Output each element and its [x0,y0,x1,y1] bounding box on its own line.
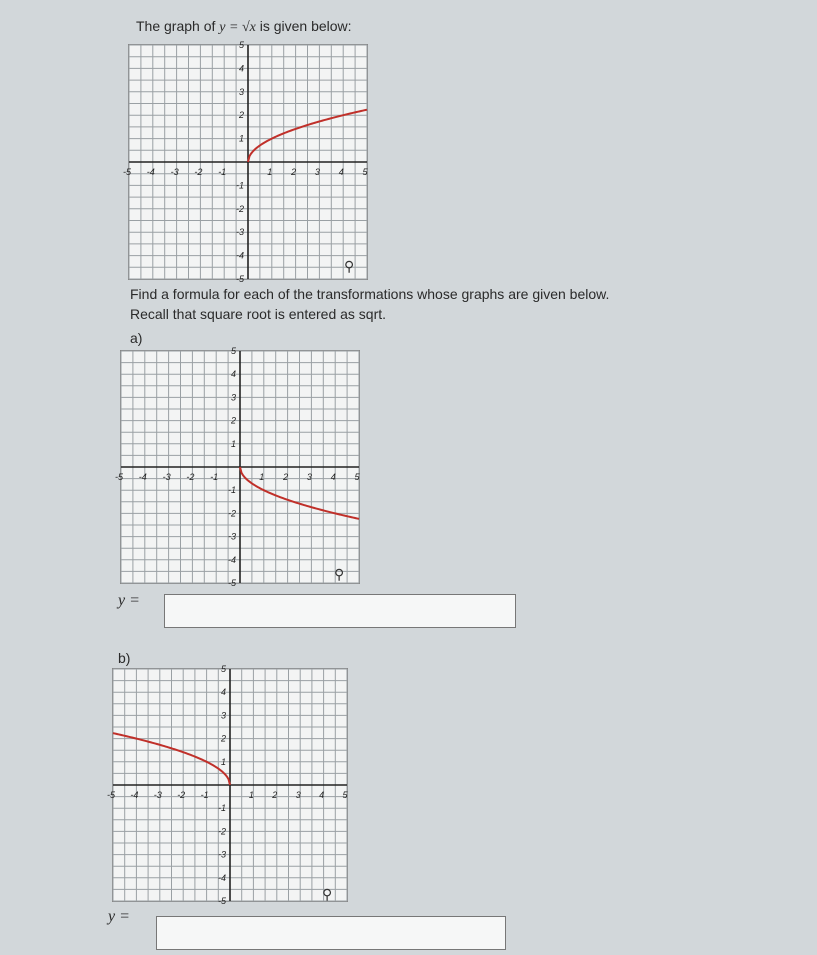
part-b-answer-input[interactable] [156,916,506,950]
x-tick-label: -1 [218,167,227,177]
part-b-answer-label: y = [108,908,130,925]
x-tick-label: 5 [362,167,368,177]
x-tick-label: 5 [354,472,360,482]
part-a-answer-label: y = [118,592,140,609]
y-tick-label: -2 [227,508,236,519]
y-tick-label: 4 [230,369,236,380]
y-tick-label: -4 [217,872,226,883]
y-tick-label: -1 [217,803,226,814]
y-tick-label: -2 [217,826,226,837]
graph-base [122,40,368,284]
x-tick-label: -1 [200,790,209,800]
graph-b [106,664,348,906]
y-tick-label: 4 [238,63,244,74]
x-tick-label: -5 [114,472,124,482]
y-tick-label: -5 [217,896,226,906]
y-tick-label: -4 [227,554,236,565]
x-tick-label: -2 [177,790,186,800]
y-tick-label: -2 [235,203,244,214]
x-tick-label: -4 [146,167,155,177]
x-tick-label: 1 [248,790,254,800]
part-a-label: a) [130,330,143,346]
intro-formula: y = √x [219,20,256,35]
y-tick-label: 2 [238,110,244,121]
y-tick-label: -1 [227,485,236,496]
y-tick-label: 1 [230,438,236,449]
x-tick-label: -3 [162,472,171,482]
magnifier-icon[interactable]: ⚲ [334,566,345,582]
x-tick-label: -4 [138,472,147,482]
y-tick-label: 3 [220,710,226,721]
y-tick-label: 5 [230,346,236,356]
x-tick-label: 3 [306,472,312,482]
x-tick-label: -2 [194,167,203,177]
y-tick-label: 1 [238,133,244,144]
intro-text [136,18,352,36]
magnifier-icon[interactable]: ⚲ [322,886,333,902]
y-tick-label: -4 [235,250,244,261]
y-tick-label: 3 [238,86,244,97]
intro-suffix: is given below: [255,18,352,34]
y-tick-label: 4 [220,687,226,698]
graph-b-svg [106,664,348,906]
y-tick-label: -3 [235,227,244,238]
instruction-line-2: Recall that square root is entered as sqrt. [130,306,387,322]
magnifier-icon[interactable]: ⚲ [344,258,355,274]
part-b-label: b) [118,650,131,666]
y-tick-label: -5 [235,274,244,284]
y-tick-label: 2 [220,733,226,744]
y-tick-label: -3 [217,849,226,860]
x-tick-label: 1 [267,167,273,177]
part-a-answer-input[interactable] [164,594,516,628]
y-tick-label: -1 [235,180,244,191]
x-tick-label: 5 [342,790,348,800]
x-tick-label: -4 [130,790,139,800]
x-tick-label: -2 [186,472,195,482]
x-tick-label: 4 [330,472,336,482]
x-tick-label: 4 [319,790,325,800]
graph-a [114,346,360,588]
y-tick-label: 5 [220,664,226,674]
y-tick-label: 5 [238,40,244,50]
x-tick-label: 3 [295,790,301,800]
y-tick-label: -3 [227,531,236,542]
x-tick-label: -3 [170,167,179,177]
x-tick-label: -5 [122,167,132,177]
x-tick-label: 2 [291,167,297,177]
x-tick-label: 2 [272,790,278,800]
x-tick-label: -5 [106,790,116,800]
x-tick-label: 2 [283,472,289,482]
graph-base-svg [122,40,368,284]
x-tick-label: -3 [153,790,162,800]
intro-prefix: The graph of [136,18,220,34]
graph-a-svg [114,346,360,588]
x-tick-label: 4 [338,167,344,177]
y-tick-label: 1 [220,756,226,767]
instruction-line-1: Find a formula for each of the transformations whose graphs are given below. [130,286,610,302]
y-tick-label: 3 [230,392,236,403]
x-tick-label: 1 [259,472,265,482]
x-tick-label: -1 [210,472,219,482]
y-tick-label: -5 [227,578,236,588]
x-tick-label: 3 [314,167,320,177]
y-tick-label: 2 [230,415,236,426]
